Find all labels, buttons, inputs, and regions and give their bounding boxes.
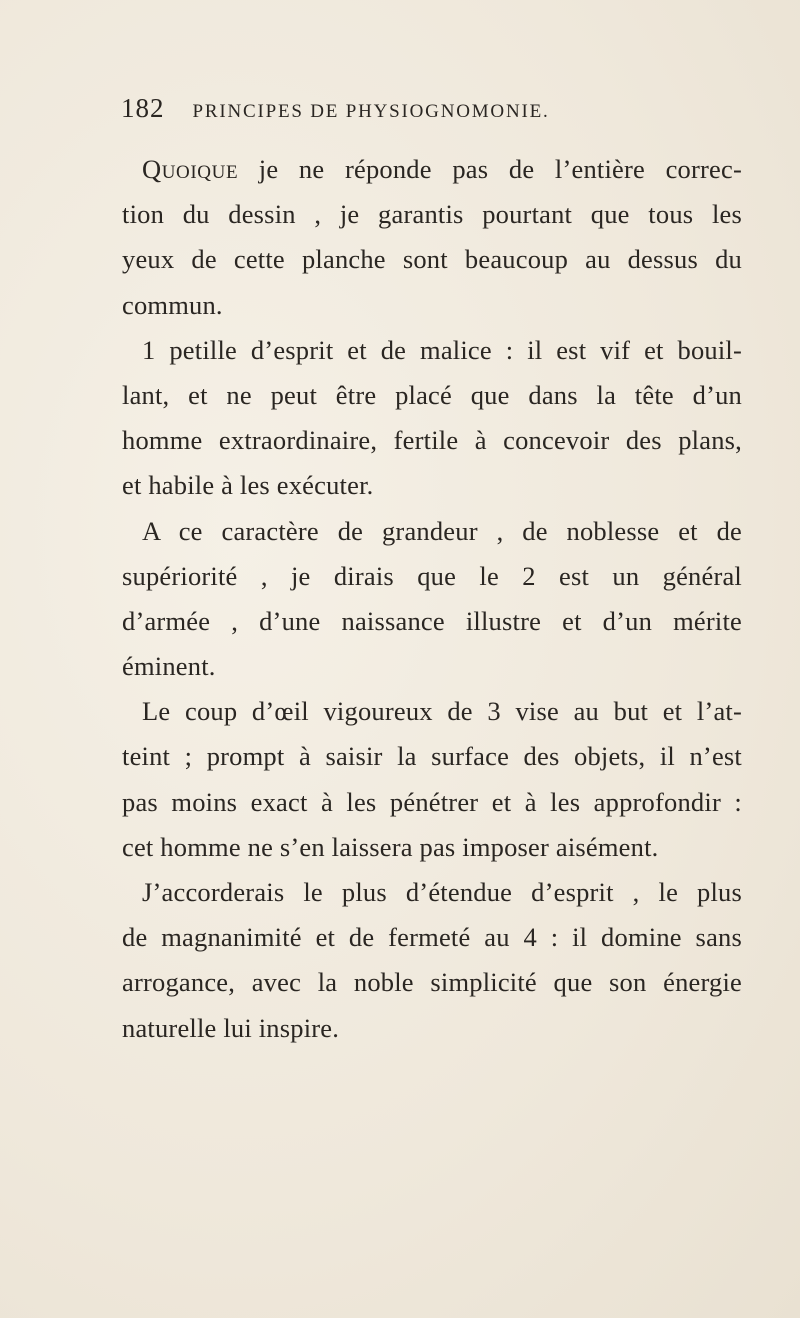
running-head xyxy=(121,93,741,133)
text-line: éminent. xyxy=(122,651,216,682)
body-text xyxy=(122,147,742,1051)
text-line: tion du dessin , je garantis pourtant que tous les xyxy=(122,199,742,230)
running-title: PRINCIPES DE PHYSIOGNOMONIE. xyxy=(192,101,550,122)
text-line: d’armée , d’une naissance illustre et d’un mérite xyxy=(122,605,742,636)
text-line: arrogance, avec la noble simplicité que son énergie xyxy=(122,967,742,998)
text-line: Le coup d’œil vigoureux de 3 vise au but et l’at- xyxy=(142,696,742,727)
text-line: teint ; prompt à saisir la surface des objets, il n’est xyxy=(122,741,742,772)
text-line: homme extraordinaire, fertile à concevoir des plans, xyxy=(122,425,742,456)
line-text: je ne réponde pas de l’entière correc- xyxy=(238,154,742,184)
page-number: 182 xyxy=(121,93,165,123)
text-line: commun. xyxy=(122,289,223,320)
text-line: supériorité , je dirais que le 2 est un général xyxy=(122,560,742,591)
text-line: cet homme ne s’en laissera pas imposer aisément. xyxy=(122,831,659,862)
text-line: pas moins exact à les pénétrer et à les approfondir : xyxy=(122,786,742,817)
text-line: A ce caractère de grandeur , de noblesse et de xyxy=(142,515,742,546)
text-line: yeux de cette planche sont beaucoup au dessus du xyxy=(122,244,742,275)
text-line: et habile à les exécuter. xyxy=(122,470,374,501)
text-line: J’accorderais le plus d’étendue d’esprit , le plus xyxy=(142,877,742,907)
text-line: 1 petille d’esprit et de malice : il est vif et bouil- xyxy=(142,334,742,365)
text-line xyxy=(122,147,742,192)
text-line: naturelle lui inspire. xyxy=(122,1012,340,1043)
text-line: de magnanimité et de fermeté au 4 : il domine sans xyxy=(122,922,742,953)
text-line: lant, et ne peut être placé que dans la tête d’un xyxy=(122,379,742,410)
opening-word: Quoique xyxy=(142,154,239,184)
